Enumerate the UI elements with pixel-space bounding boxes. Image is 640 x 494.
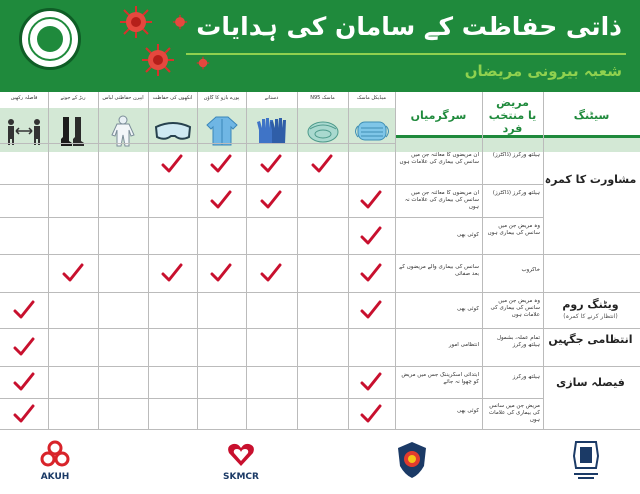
checkmark-icon [260,263,282,283]
checkmark-icon [360,226,382,246]
header-setting: سیٹنگ [573,108,610,122]
activity-cell: سانس کی بیماری والے مریضوں کے بعد صفائی [399,264,479,277]
column-label-n95: ماسک N95 [310,95,335,101]
checkmark-icon [210,154,232,174]
skmcr-logo-label: SKMCR [223,472,259,482]
page-title: ذاتی حفاظت کے سامان کی ہدایات [196,12,622,41]
column-label-coverall: ایپرن حفاظتی لباس [102,95,144,101]
akuh-logo-label: AKUH [40,472,70,482]
activity-cell: کوئی بھی [457,408,479,414]
checkmark-icon [13,404,35,424]
column-label-gown: پورے بازو کا گاؤن [203,95,240,101]
checkmark-icon [260,190,282,210]
checkmark-icon [161,154,183,174]
column-label-distance: فاصلہ رکھیں [10,95,38,101]
checkmark-icon [210,263,232,283]
checkmark-icon [360,263,382,283]
title-divider [186,53,626,55]
column-label-surgical-mask: میڈیکل ماسک [356,95,387,101]
patient-cell: ہیلتھ ورکرز [512,374,540,380]
checkmark-icon [311,154,333,174]
setting-label: مشاورت کا کمرہ [544,173,637,186]
activity-cell: ابتدائی اسکریننگ جس میں مریض کو چھوا نہ جائے [401,372,479,385]
patient-cell: ہیلتھ ورکرز (ڈاکٹرز) [492,152,540,158]
setting-label: انتظامی جگہیں [548,333,633,346]
patient-cell: مریض جن میں سانس کی بیماری کی علامات ہوں [488,403,540,423]
virus-icon [118,4,154,40]
government-seal-icon [568,438,604,482]
header-activity: سرگرمیاں [410,108,467,122]
footer-logos [0,430,640,494]
setting-note: (انتظار کرنے کا کمرہ) [563,313,618,320]
checkmark-icon [62,263,84,283]
checkmark-icon [360,300,382,320]
column-label-goggles: آنکھوں کی حفاظت [152,95,193,101]
checkmark-icon [210,190,232,210]
patient-cell: وہ مریض جن میں سانس کی بیماری کی علامات ہوں [490,298,540,318]
patient-cell: وہ مریض جن میں سانس کی بیماری ہوں [487,223,540,236]
header-patient: مریض یا منتخب فرد [488,95,537,135]
emblem-logo-icon [19,8,81,70]
checkmark-icon [161,263,183,283]
checkmark-icon [360,404,382,424]
activity-cell: ان مریضوں کا معائنہ جن میں سانس کی بیماری کی علامات ہوں [399,152,479,165]
setting-label: ویٹنگ روم [562,298,619,311]
activity-cell: انتظامی امور [448,342,479,348]
akuh-logo-icon [40,440,70,468]
patient-cell: خاکروب [521,267,540,273]
checkmark-icon [13,337,35,357]
header-banner [0,0,640,92]
ppe-table [0,92,640,430]
activity-cell: کوئی بھی [457,232,479,238]
checkmark-icon [13,300,35,320]
patient-cell: تمام عملہ، بشمول ہیلتھ ورکرز [496,335,540,348]
virus-icon [140,42,176,78]
activity-cell: ان مریضوں کا معائنہ جن میں سانس کی بیماری کی علامات نہ ہوں [404,190,479,210]
setting-label: فیصلہ سازی [556,376,625,389]
column-label-boots: ربڑ کے جوتے [60,95,86,101]
emergency-services-logo-icon [395,440,429,480]
checkmark-icon [360,190,382,210]
checkmark-icon [13,372,35,392]
checkmark-icon [360,372,382,392]
column-label-gloves: دستانے [264,95,279,101]
page-subtitle: شعبہ بیرونی مریضاں [464,62,622,80]
skmcr-logo-icon [226,440,256,468]
activity-cell: کوئی بھی [457,306,479,312]
virus-icon [196,56,210,70]
patient-cell: ہیلتھ ورکرز (ڈاکٹرز) [492,190,540,196]
checkmark-icon [260,154,282,174]
